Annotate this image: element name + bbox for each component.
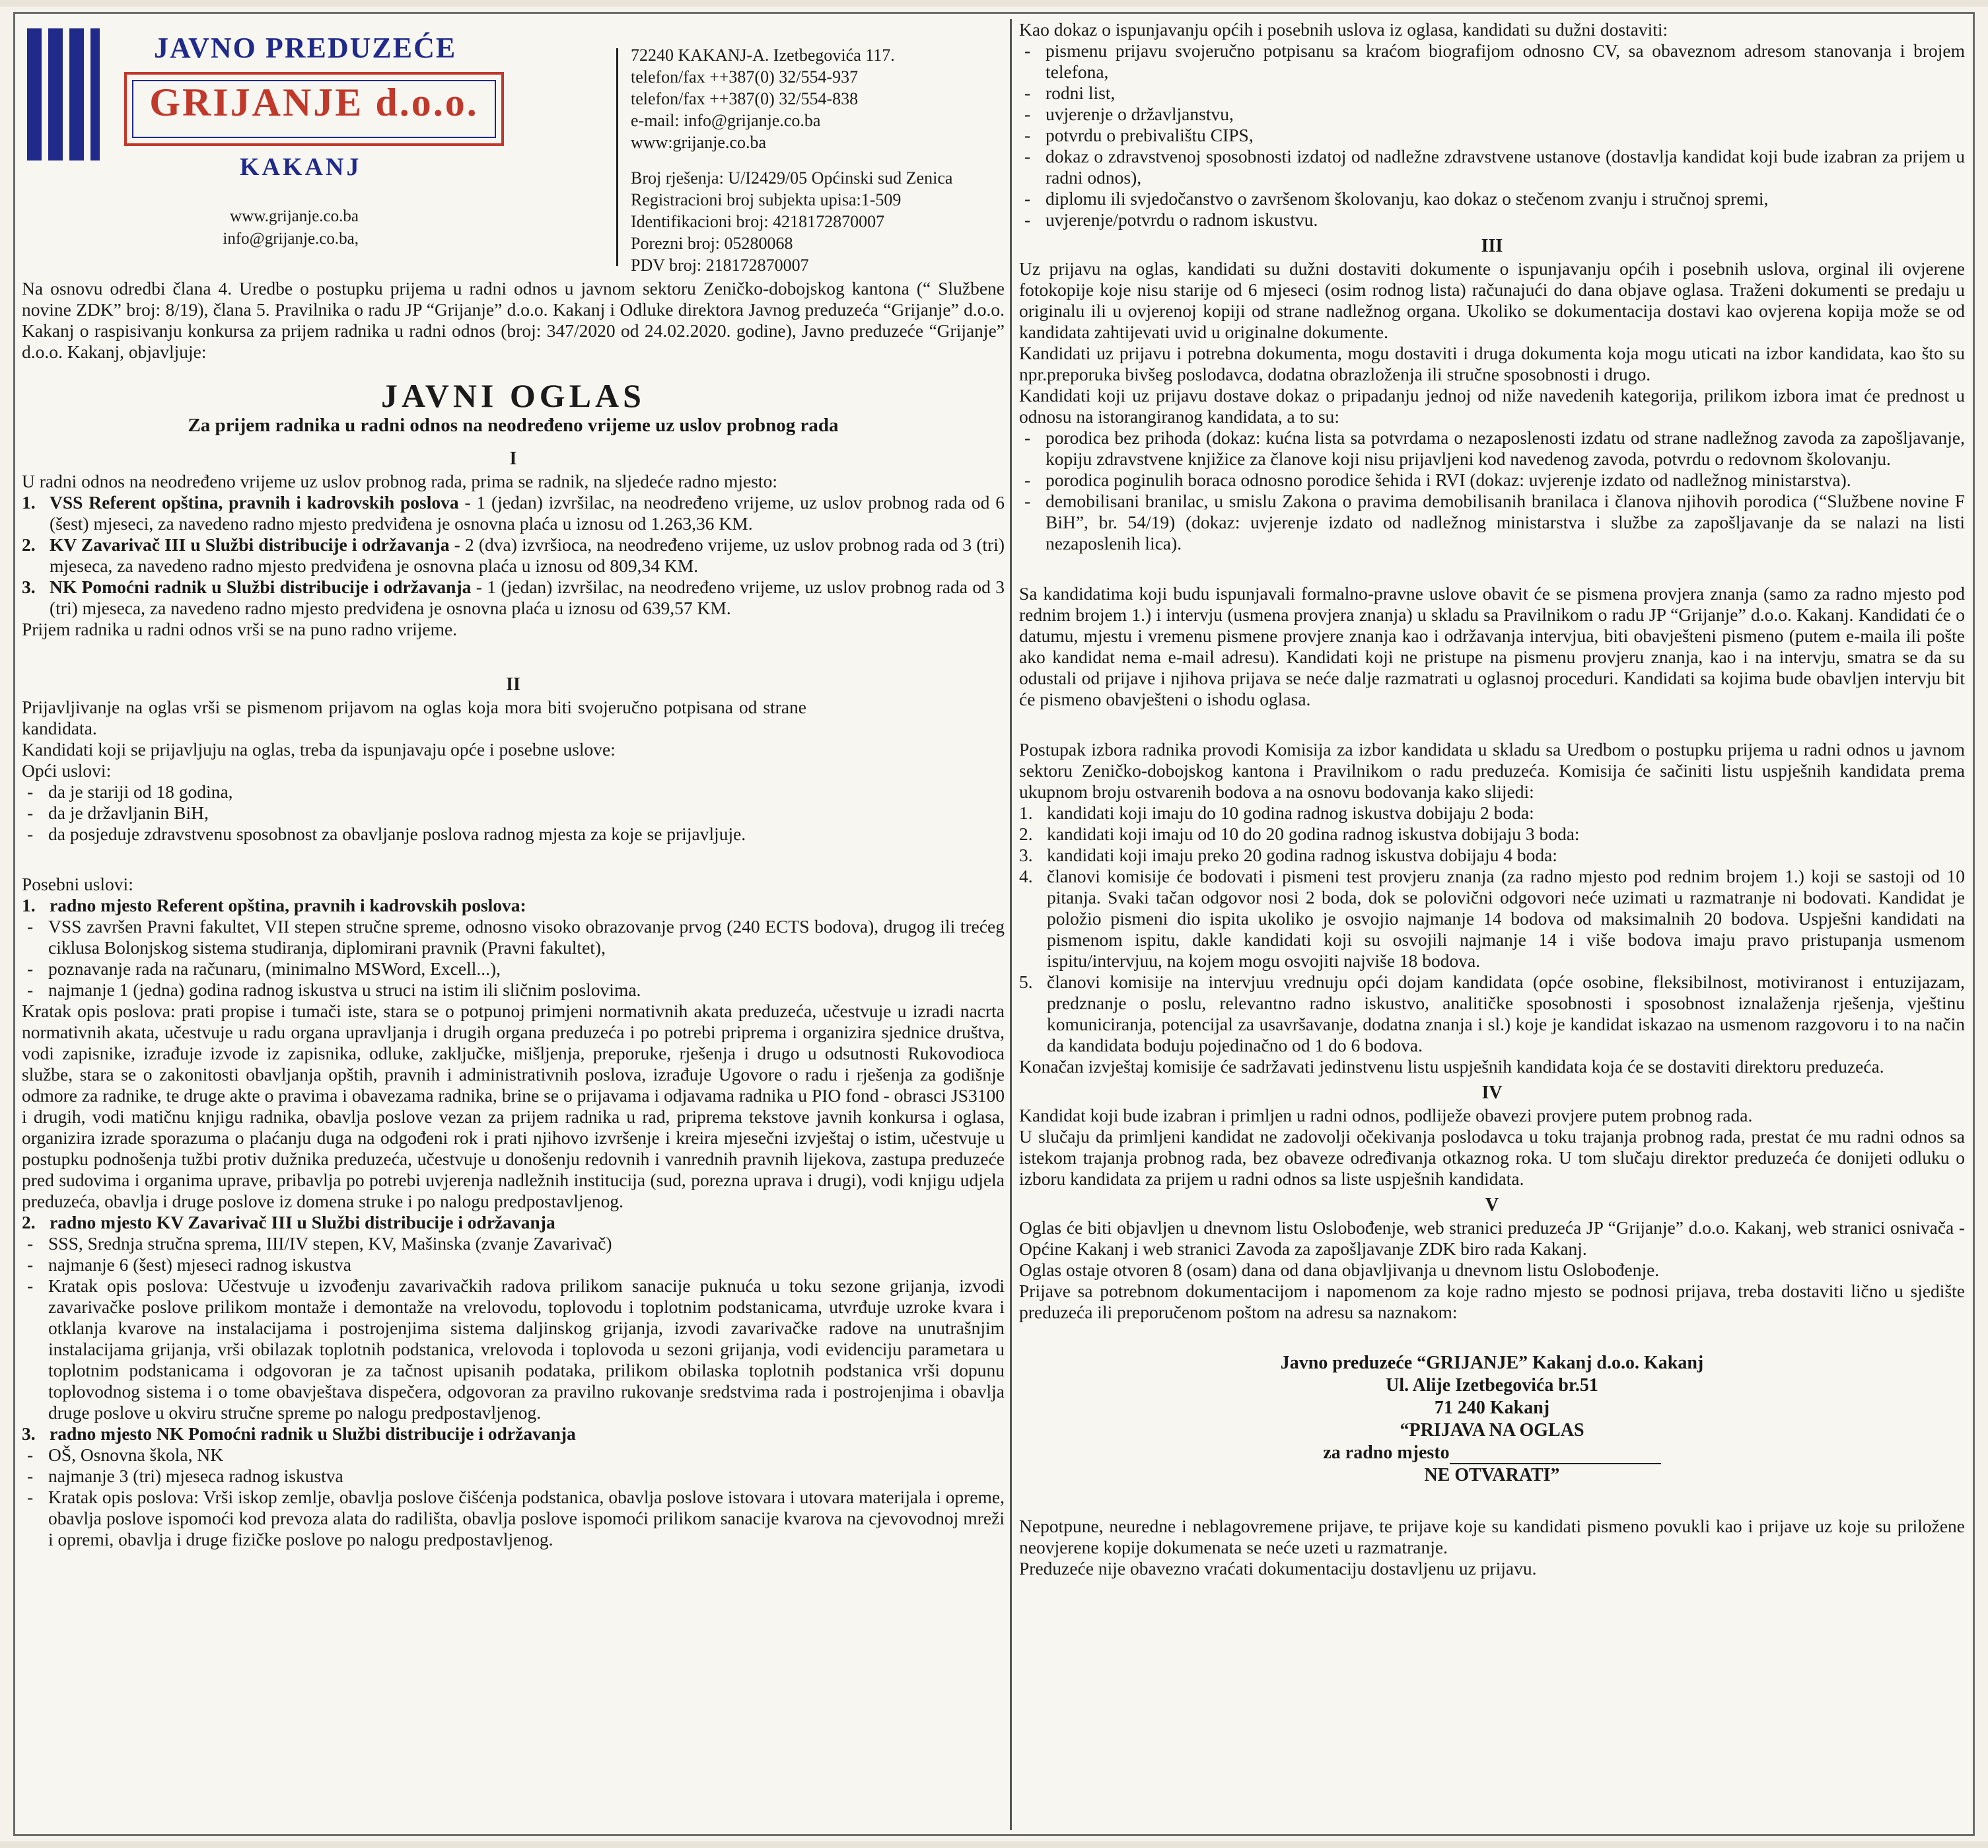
logo-name-box	[124, 72, 504, 146]
list-item: - diplomu ili svjedočanstvo o završenom školovanju, kao dokaz o stečenom zvanju i stručnoj spremi,	[1019, 188, 1965, 209]
special-title: 2. radno mjesto KV Zavarivač III u Službi distribucije i održavanja	[22, 1212, 555, 1232]
list-item: - Kratak opis poslova: Vrši iskop zemlje, obavlja poslove čišćenja podstanica, obavlja poslove istovara i utovara materijala i opreme, obavlja poslove ispomoći kod prevoza alata do radilišta, obavlja poslove ispomoći prilikom sanacije kvarova na cjevovodnoj mreži i opremi, obavlja i druge fizičke poslove po nalogu predpostavljenog.	[22, 1487, 1005, 1550]
list-item: - uvjerenje o državljanstvu,	[1019, 104, 1965, 125]
contact-line: telefon/fax ++387(0) 32/554-937	[631, 67, 859, 87]
special-conditions-1	[22, 895, 1005, 916]
list-item: - OŠ, Osnovna škola, NK	[22, 1444, 1005, 1466]
list-item: - rodni list,	[1019, 83, 1965, 104]
letterhead	[22, 19, 1005, 278]
list-item: - pismenu prijavu svojeručno potpisanu sa kraćom biografijom odnosno CV, sa obaveznom adresom stanovanja i brojem telefona,	[1019, 40, 1965, 83]
list-item: - poznavanje rada na računaru, (minimalno MSWord, Excell...),	[22, 958, 1005, 979]
list-item: - SSS, Srednja stručna sprema, III/IV stepen, KV, Mašinska (zvanje Zavarivač)	[22, 1233, 1005, 1254]
special-conditions-3	[22, 1423, 1005, 1444]
list-item: - VSS završen Pravni fakultet, VII stepen stručne spreme, odnosno visoko obrazovanje prvog (240 ECTS bodova), drugog ili trećeg ciklusa Bolonjskog sistema studiranja, diplomirani pravnik (Pravni fakultet),	[22, 916, 1005, 958]
logo-name: GRIJANJE d.o.o.	[149, 81, 479, 124]
address-line: “PRIJAVA NA OGLAS	[1400, 1420, 1584, 1440]
list-item: - da je državljanin BiH,	[22, 802, 1005, 824]
reg-line: Porezni broj: 05280068	[631, 234, 793, 253]
position-item: 1. VSS Referent opština, pravnih i kadrovskih poslova - 1 (jedan) izvršilac, na neodređeno vrijeme, uz uslov probnog rada od 6 (šest) mjeseci, za navedeno radno mjesto predviđena je osnovna plaća u iznosu od 1.263,36 KM.	[22, 492, 1005, 534]
address-line: Ul. Alije Izetbegovića br.51	[1386, 1375, 1598, 1396]
address-position-line: za radno mjesto	[1019, 1442, 1965, 1464]
section2-p1: Prijavljivanje na oglas vrši se pismenom prijavom na oglas koja mora biti svojeručno potpisana od strane kandidata.	[22, 697, 806, 738]
section1-intro: U radni odnos na neodređeno vrijeme uz uslov probnog rada, prima se radnik, na sljedeće radno mjesto:	[22, 471, 777, 491]
special-title: 3. radno mjesto NK Pomoćni radnik u Službi distribucije i održavanja	[22, 1423, 576, 1444]
special-3-items	[22, 1444, 1005, 1550]
general-label: Opći uslovi:	[22, 760, 112, 781]
logo-top-text: JAVNO PREDUZEĆE	[154, 32, 457, 64]
list-item: 5. članovi komisije na intervjuu vrednuju opći dojam kandidata (opće osobine, fleksibilnost, motiviranost i entuzijazam, predznanje o poslu, relevantno radno iskustvo, analitičke sposobnosti i sposobnost iznalaženja rješenja, vještinu komuniciranja, potencijal za usavršavanje, dodatna znanja i sl.) koje je kandidat iskazao na usmenom razgovoru i to na način da kandidata boduju pojedinačno od 1 do 6 bodova.	[1019, 972, 1965, 1055]
reg-line: Registracioni broj subjekta upisa:1-509	[631, 190, 902, 209]
address-line: Javno preduzeće “GRIJANJE” Kakanj d.o.o. Kakanj	[1280, 1353, 1704, 1373]
list-item: 2. kandidati koji imaju od 10 do 20 godina radnog iskustva dobijaju 3 boda:	[1019, 824, 1580, 844]
contact-line: www:grijanje.co.ba	[631, 133, 767, 152]
list-item: - Kratak opis poslova: Učestvuje u izvođenju zavarivačkih radova prilikom sanacije puknuća u toku sezone grijanja, izvodi zavarivačke poslove prilikom montaže i demontaže na vrelovodu, toplovodu i toplotnim podstanicama, utvrđuje uzroke kvara i otklanja kvarove na instalacijama i postrojenjima sistema daljinskog grijanja, izvodi zavarivačke radove na unutrašnjim instalacijama grijanja, vrši obilazak toplotnih podstanica, vrelovoda i toplovoda u sezoni grijanja, vodi evidenciju parametara u toplotnim podstanicama i odgovoran je za tačnost upisanih podataka, prilikom obilaska toplotnih podstanica vrši dopunu toplovodnog sistema i o tome obavještava dispečera, odgovoran za pravilno rukovanje sredstvima rada i postrojenjima i obavlja druge poslove u okviru stručne spreme po nalogu predpostavljenog.	[22, 1275, 1005, 1423]
list-item: 1. kandidati koji imaju do 10 godina radnog iskustva dobijaju 2 boda:	[1019, 802, 1534, 823]
testing-paragraph: Sa kandidatima koji budu ispunjavali formalno-pravne uslove obavit će se pismena provjera znanja (samo za radno mjesto pod rednim brojem 1.) i intervju (usmena provjera znanja) u skladu sa Pravilnikom o radu JP “Grijanje” d.o.o. Kakanj. Kandidati će o datumu, mjestu i vremenu pismene provjere znanja kao i održavanja intervjua, biti obavješteni pismeno (putem e-maila ili pošte ako kandidat nema e-mail adresu). Kandidati koji ne pristupe na pismenu provjeru znanja, kao i na intervju, smatra se da su odustali od prijave i njihova prijava se neće dalje razmatrati u oglasnoj proceduri. Kandidati sa kojima bude obavljen intervju bit će pismeno obavješteni o ishodu oglasa.	[1019, 583, 1965, 709]
commission-paragraph: Postupak izbora radnika provodi Komisija za izbor kandidata u skladu sa Uredbom o postupku prijema u radni odnos u javnom sektoru Zeničko-dobojskog kantona i Pravilnikom o radu preduzeća. Komisija će sačiniti listu uspješnih kandidata prema ukupnom broju ostvarenih bodova a na osnovu bodovanja kako slijedi:	[1019, 739, 1965, 802]
section1-end: Prijem radnika u radni odnos vrši se na puno radno vrijeme.	[22, 619, 458, 639]
reg-line: PDV broj: 218172870007	[631, 256, 809, 275]
reg-line: Broj rješenja: U/I2429/05 Općinski sud Zenica	[631, 168, 953, 188]
list-item: - dokaz o zdravstvenoj sposobnosti izdatoj od nadležne zdravstvene ustanove (dostavlja kandidat koji bude izabran za prijem u radni odnos),	[1019, 146, 1965, 188]
list-item: - porodica bez prihoda (dokaz: kućna lista sa potvrdama o nezaposlenosti izdatu od strane nadležnog zavoda za zapošljavanje, kopiju zdravstvene knjižice za članove koji nisu prijavljeni kod navedenog zavoda, potvrdu o redovnom školovanju.	[1019, 427, 1965, 470]
top-strip	[0, 0, 1988, 7]
final-report-paragraph: Konačan izvještaj komisije će sadržavati jedinstvenu listu uspješnih kandidata koja će se dostaviti direktoru preduzeća.	[1019, 1056, 1884, 1077]
special-title: 1. radno mjesto Referent opština, pravnih i kadrovskih poslova:	[22, 895, 526, 915]
logo-bars-icon	[27, 28, 100, 160]
special-conditions-2	[22, 1212, 1005, 1233]
right-column	[1019, 19, 1965, 1830]
return-paragraph: Preduzeće nije obavezno vraćati dokumentaciju dostavljenu uz prijavu.	[1019, 1558, 1537, 1579]
position-item: 3. NK Pomoćni radnik u Službi distribucije i održavanja - 1 (jedan) izvršilac, na neodređeno vrijeme, uz uslov probnog rada od 3 (tri) mjeseca, za navedeno radno mjesto predviđena je osnovna plaća u iznosu od 639,57 KM.	[22, 577, 1005, 618]
contact-line: telefon/fax ++387(0) 32/554-838	[631, 89, 859, 108]
list-item: 4. članovi komisije će bodovati i pismeni test provjeru znanja (za radno mjesto pod rednim brojem 1.) koji se sastoji od 10 pitanja. Svaki tačan odgovor nosi 2 boda, dok se polovični odgovori neće uzimati u razmatranje ni bodovati. Kandidat je položio pismeni dio ispita ukoliko je osvojio najmanje 14 bodova od maksimalnih 20 bodova. Uspješni kandidati na pismenom ispitu, dakle kandidati koji su osvojili najmanje 14 i više bodova imaju pravo pristupanja usmenom ispitu/intervjuu, na kojem mogu osvojiti najviše 18 bodova.	[1019, 866, 1965, 971]
header-registration	[631, 167, 952, 276]
general-conditions-list	[22, 781, 1005, 845]
header-divider	[616, 48, 618, 266]
bottom-strip	[0, 1841, 1988, 1848]
section4-p2: U slučaju da primljeni kandidat ne zadovolji očekivanja poslodavca u toku trajanja probnog rada, prestat će mu radni odnos sa istekom trajanja probnog rada, bez obaveze određivanja otkaznog roka. U tom slučaju direktor preduzeća će donijeti odluku o izboru kandidata za prijem u radni odnos sa liste uspješnih kandidata.	[1019, 1126, 1965, 1189]
advertisement-page	[13, 12, 1975, 1836]
section5-p3: Prijave sa potrebnom dokumentacijom i napomenom za koje radno mjesto se podnosi prijava, treba dostaviti lično u sjedište preduzeća ili preporučenom poštom na adresu sa naznakom:	[1019, 1281, 1965, 1322]
section4-p1: Kandidat koji bude izabran i primljen u radni odnos, podliježe obavezi provjere putem probnog rada.	[1019, 1105, 1753, 1125]
column-divider	[1010, 19, 1012, 1830]
list-item: - potvrdu o prebivalištu CIPS,	[1019, 125, 1965, 146]
section5-p2: Oglas ostaje otvoren 8 (osam) dana od dana objavljivanja u dnevnom listu Oslobođenje.	[1019, 1260, 1660, 1280]
list-item: - demobilisani branilac, u smislu Zakona o pravima demobilisanih branilaca i članova njihovih porodica (“Službene novine F BiH”, br. 54/19) (dokaz: uvjerenje izdato od nadležnog ministarstva i službe za zapošljavanje da se nalazi na listi nezaposlenih lica).	[1019, 491, 1965, 554]
section3-p3: Kandidati koji uz prijavu dostave dokaz o pripadanju jednoj od niže navedenih kategorija, prilikom izbora imat će prednost u odnosu na istorangiranog kandidata, a to su:	[1019, 385, 1965, 427]
section5-p1: Oglas će biti objavljen u dnevnom listu Oslobođenje, web stranici preduzeća JP “Grijanje” d.o.o. Kakanj, web stranici osnivača - Općine Kakanj i web stranici Zavoda za zapošljavanje ZDK biro rada Kakanj.	[1019, 1217, 1965, 1259]
section-heading-5: V	[1485, 1195, 1499, 1215]
positions-list	[22, 492, 1005, 619]
section2-p2: Kandidati koji se prijavljuju na oglas, treba da ispunjavaju opće i posebne uslove:	[22, 739, 616, 760]
ad-title: JAVNI OGLAS	[381, 377, 645, 414]
logo-city: KAKANJ	[240, 153, 362, 181]
list-item: 3. kandidati koji imaju preko 20 godina radnog iskustva dobijaju 4 boda:	[1019, 845, 1557, 865]
scoring-list	[1019, 802, 1965, 1056]
address-line: NE OTVARATI”	[1424, 1465, 1560, 1485]
list-item: - da posjeduje zdravstvenu sposobnost za obavljanje poslova radnog mjesta za koje se prijavljuje.	[22, 824, 1005, 845]
section3-p2: Kandidati uz prijavu i potrebna dokumenta, mogu dostaviti i druga dokumenta koja mogu uticati na izbor kandidata, kao što su npr.preporuka bivšeg poslodavca, dodatna obrazloženja ili stručne sposobnosti i drugo.	[1019, 343, 1965, 384]
mailing-address	[1019, 1352, 1965, 1487]
incomplete-paragraph: Nepotpune, neuredne i neblagovremene prijave, te prijave koje su kandidati pismeno povukli kao i prijave uz koje su priložene neovjerene kopije dokumenata se neće uzeti u razmatranje.	[1019, 1516, 1965, 1557]
priority-categories-list	[1019, 427, 1965, 554]
list-item: - uvjerenje/potvrdu o radnom iskustvu.	[1019, 209, 1965, 231]
section-heading-4: IV	[1481, 1083, 1503, 1103]
special-label: Posebni uslovi:	[22, 874, 133, 894]
address-line: 71 240 Kakanj	[1434, 1398, 1550, 1418]
special-2-items	[22, 1233, 1005, 1423]
special-1-description: Kratak opis poslova: prati propise i tumači iste, stara se o potpunoj primjeni normativnih akata preduzeća, učestvuje u izradi nacrta normativnih akata, učestvuje u radu organa upravljanja i drugih organa preduzeća i po potrebi priprema i organizira sjednice društva, vodi zapisnike, izrađuje izvode iz zapisnika, odluke, zaključke, mišljenja, preporuke, rješenja i drugo u odsutnosti Rukovodioca službe, stara se o zakonitosti obavljanja opštih, pravnih i administrativnih poslova, izrađuje Ugovore o radu i rješenja za godišnje odmore za radnike, te druge akte o pravima i obavezama radnika, brine se o prijavama i odjavama radnika u PIO fond - obrasci JS3100 i drugih, vodi matičnu knjigu radnika, obavlja poslove vezan za prijem radnika u rad, priprema tekstove javnih konkursa i oglasa, organizira izrade sporazuma o plaćanju duga na odgođeni rok i prati njihovo izvršenje i kreira mjesečni izvještaj o istim, učestvuje u postupku podnošenja tužbi protiv dužnika preduzeća, učestvuje u donošenju redovnih i vanrednih pravnih lijekova, zastupa preduzeće pred sudovima i organima uprave, pribavlja po potrebi uvjerenja nadležnih institucija (sud, porezna uprava i drugi), vodi knjigu udjela preduzeća, obavlja i druge poslove iz domena struke i po nalogu predpostavljenog.	[22, 1001, 1005, 1211]
list-item: - najmanje 3 (tri) mjeseca radnog iskustva	[22, 1466, 1005, 1487]
list-item: - porodica poginulih boraca odnosno porodice šehida i RVI (dokaz: uvjerenje izdato od nadležnog ministarstva).	[1019, 470, 1965, 491]
section-heading-3: III	[1481, 236, 1503, 256]
section-heading-2: II	[506, 674, 520, 695]
header-web-line: info@grijanje.co.ba,	[223, 230, 359, 248]
section-heading-1: I	[509, 448, 517, 469]
header-web-line: www.grijanje.co.ba	[230, 207, 359, 225]
reg-line: Identifikacioni broj: 4218172870007	[631, 212, 885, 231]
list-item: - najmanje 1 (jedna) godina radnog iskustva u struci na istim ili sličnim poslovima.	[22, 979, 1005, 1001]
documents-list	[1019, 40, 1965, 231]
list-item: - da je stariji od 18 godina,	[22, 781, 1005, 802]
header-contact	[631, 44, 895, 153]
blank-underline	[1450, 1447, 1661, 1464]
header-web	[200, 205, 359, 250]
special-1-items	[22, 916, 1005, 1001]
intro-paragraph: Na osnovu odredbi člana 4. Uredbe o postupku prijema u radni odnos u javnom sektoru Zeničko-dobojskog kantona (“ Službene novine ZDK” broj: 8/19), člana 5. Pravilnika o radu JP “Grijanje” d.o.o. Kakanj i Odluke direktora Javnog preduzeća “Grijanje” d.o.o. Kakanj o raspisivanju konkursa za prijem radnika u radni odnos (broj: 347/2020 od 24.02.2020. godine), Javno preduzeće “Grijanje” d.o.o. Kakanj, objavljuje:	[22, 278, 1005, 362]
ad-subtitle: Za prijem radnika u radni odnos na neodređeno vrijeme uz uslov probnog rada	[188, 415, 839, 436]
contact-line: 72240 KAKANJ-A. Izetbegovića 117.	[631, 46, 895, 65]
section3-p1: Uz prijavu na oglas, kandidati su dužni dostaviti dokumente o ispunjavanju općih i posebnih uslova, orginal ili ovjerene fotokopije koje nisu starije od 6 mjeseci (osim rodnog lista) računajući do dana objave oglasa. Traženi dokumenti se predaju u originalu ili u ovjerenoj kopiji od strane nadležnog organa. Ukoliko se dokumentacija dostavi kao ovjerena kopija može se od kandidata zahtijevati uvid u originalne dokumente.	[1019, 258, 1965, 342]
docs-intro: Kao dokaz o ispunjavanju općih i posebnih uslova iz oglasa, kandidati su dužni dostaviti:	[1019, 19, 1668, 40]
list-item: - najmanje 6 (šest) mjeseci radnog iskustva	[22, 1254, 1005, 1275]
position-item: 2. KV Zavarivač III u Službi distribucije i održavanja - 2 (dva) izvršioca, na neodređeno vrijeme, uz uslov probnog rada od 3 (tri) mjeseca, za navedeno radno mjesto predviđena je osnovna plaća u iznosu od 809,34 KM.	[22, 534, 1005, 576]
left-column	[22, 19, 1005, 1830]
contact-line: e-mail: info@grijanje.co.ba	[631, 111, 821, 130]
